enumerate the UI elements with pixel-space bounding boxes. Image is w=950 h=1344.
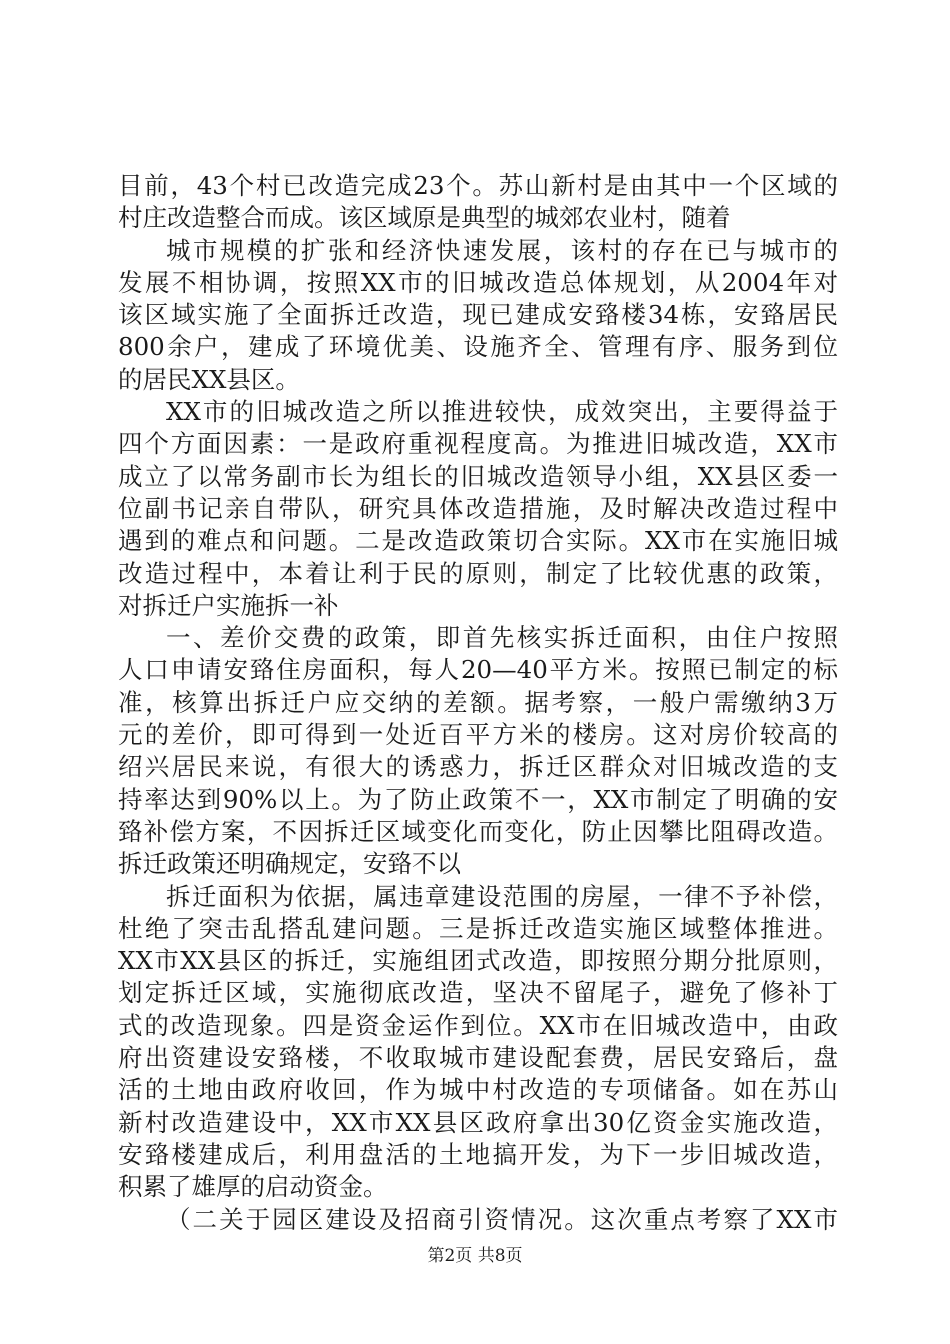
text-line: 杜绝了突击乱搭乱建问题。三是拆迁改造实施区域整体推进。 [118,913,838,943]
text-line: 府出资建设安臵楼，不收取城市建设配套费，居民安臵后，盘 [118,1043,838,1073]
text-line: 安臵楼建成后，利用盘活的土地搞开发，为下一步旧城改造， [118,1139,838,1169]
text-line: XX市的旧城改造之所以推进较快，成效突出，主要得益于 [166,397,838,427]
text-line: 遇到的难点和问题。二是改造政策切合实际。XX市在实施旧城 [118,526,838,556]
text-line: 划定拆迁区域，实施彻底改造，坚决不留尾子，避免了修补丁 [118,978,838,1008]
text-line: 臵补偿方案，不因拆迁区域变化而变化，防止因攀比阻碍改造。 [118,816,838,846]
text-line: 元的差价，即可得到一处近百平方米的楼房。这对房价较高的 [118,720,838,750]
text-line: 目前，43个村已改造完成23个。苏山新村是由其中一个区域的 [118,171,838,200]
text-line: 成立了以常务副市长为组长的旧城改造领导小组，XX县区委一 [118,461,838,491]
text-line: 持率达到90%以上。为了防止政策不一，XX市制定了明确的安 [118,784,838,814]
text-line: 拆迁政策还明确规定，安臵不以 [118,849,461,879]
text-line: 活的土地由政府收回，作为城中村改造的专项储备。如在苏山 [118,1075,838,1105]
text-line: 800余户，建成了环境优美、设施齐全、管理有序、服务到位 [118,332,838,362]
text-line: 的居民XX县区。 [118,364,300,394]
text-line: 村庄改造整合而成。该区域原是典型的城郊农业村，随着 [118,203,731,233]
text-line: XX市XX县区的拆迁，实施组团式改造，即按照分期分批原则， [118,946,838,976]
text-line: 一、差价交费的政策，即首先核实拆迁面积，由住户按照 [166,623,838,653]
text-line: 人口申请安臵住房面积，每人20—40平方米。按照已制定的标 [118,655,838,685]
text-line: （二关于园区建设及招商引资情况。这次重点考察了XX市 [166,1204,838,1234]
text-line: 四个方面因素：一是政府重视程度高。为推进旧城改造，XX市 [118,429,838,459]
text-line: 绍兴居民来说，有很大的诱惑力，拆迁区群众对旧城改造的支 [118,752,838,782]
text-line: 式的改造现象。四是资金运作到位。XX市在旧城改造中，由政 [118,1010,838,1040]
text-line: 拆迁面积为依据，属违章建设范围的房屋，一律不予补偿， [166,881,838,911]
text-line: 发展不相协调，按照XX市的旧城改造总体规划，从2004年对 [118,267,838,297]
text-line: 位副书记亲自带队，研究具体改造措施，及时解决改造过程中 [118,493,838,523]
text-line: 改造过程中，本着让利于民的原则，制定了比较优惠的政策， [118,558,838,588]
page-footer: 第2页 共8页 [427,1246,523,1266]
document-body [118,170,838,1236]
text-line: 对拆迁户实施拆一补 [118,590,339,620]
text-line: 城市规模的扩张和经济快速发展，该村的存在已与城市的 [166,235,838,265]
text-line: 新村改造建设中，XX市XX县区政府拿出30亿资金实施改造， [118,1107,838,1137]
text-line: 准，核算出拆迁户应交纳的差额。据考察，一般户需缴纳3万 [118,687,838,717]
text-line: 该区域实施了全面拆迁改造，现已建成安臵楼34栋，安臵居民 [118,300,838,330]
text-line: 积累了雄厚的启动资金。 [118,1172,388,1202]
